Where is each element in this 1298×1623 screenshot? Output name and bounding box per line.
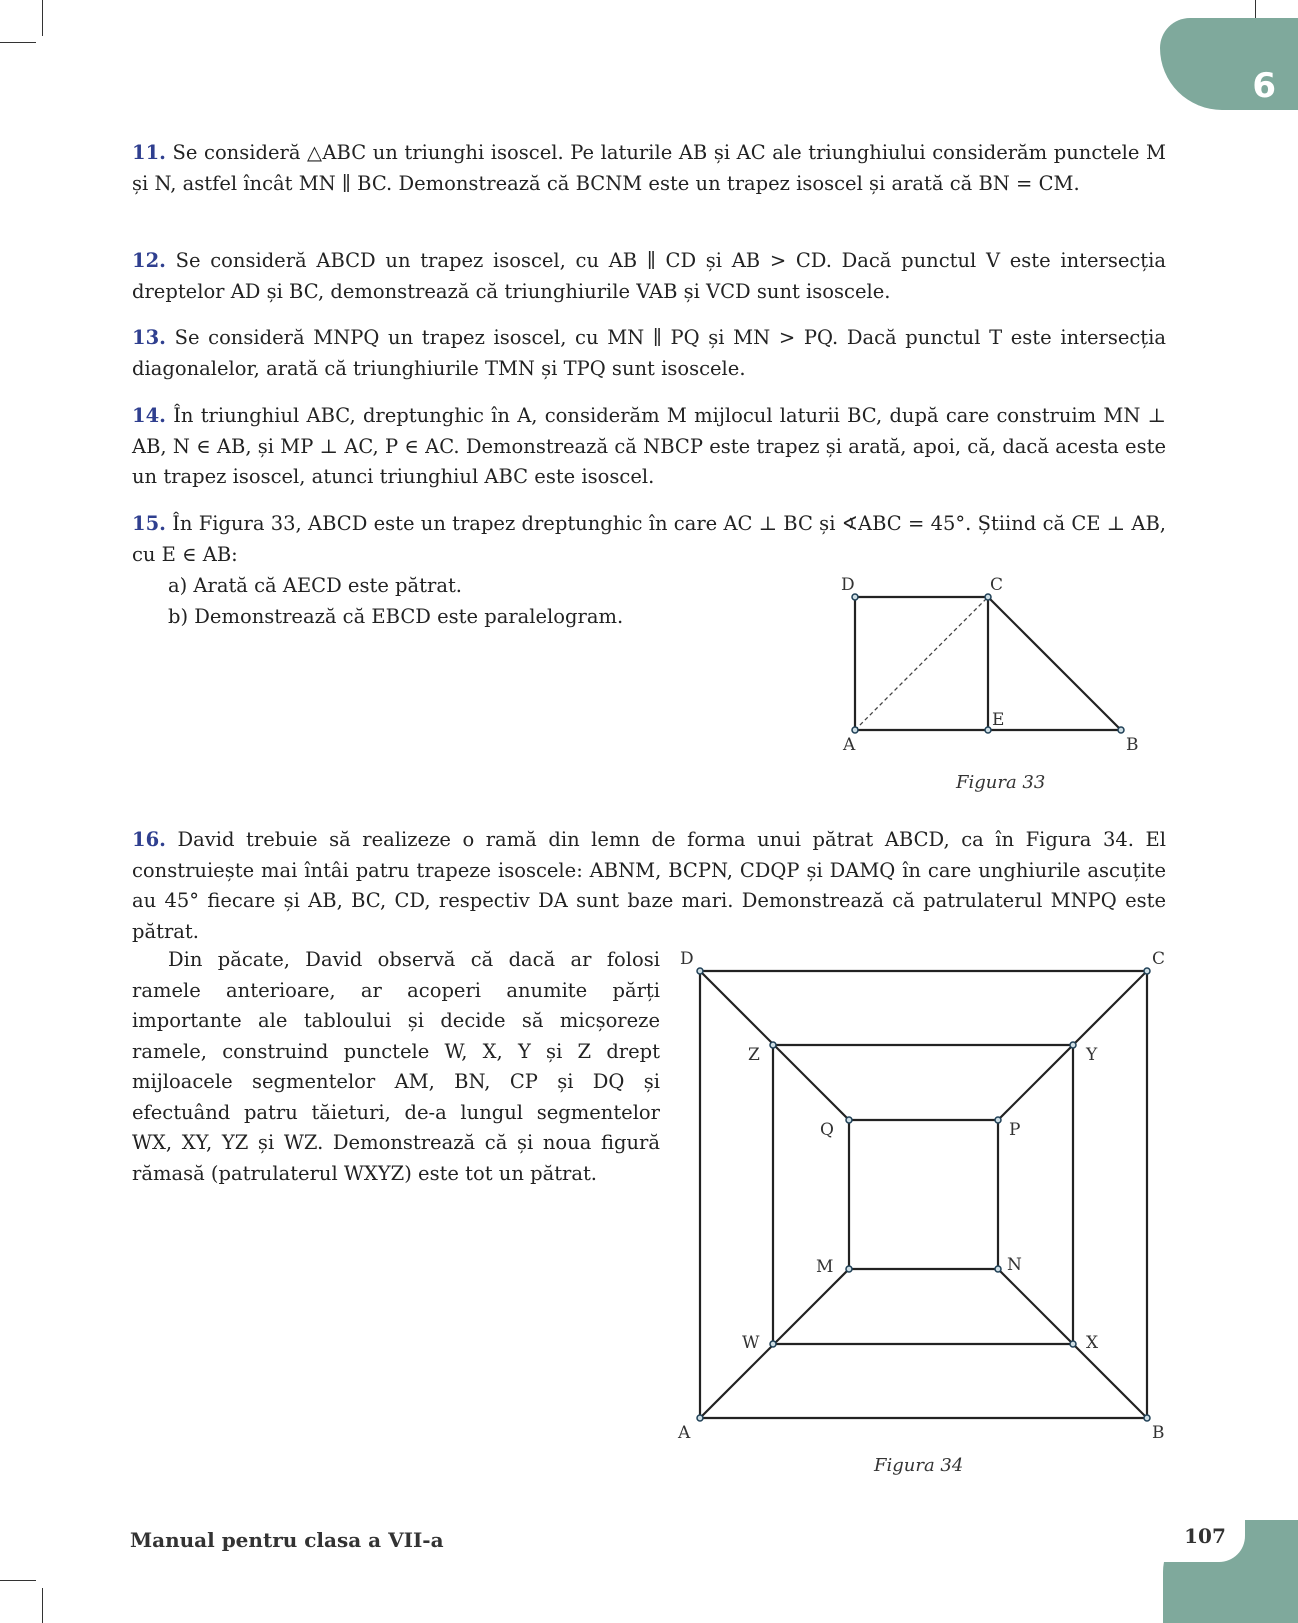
footer-title: Manual pentru clasa a VII-a xyxy=(130,1528,444,1552)
label-c: C xyxy=(990,575,1004,595)
exercise-number: 11. xyxy=(132,141,166,164)
label-y: Y xyxy=(1086,1045,1098,1065)
figure-34-caption: Figura 34 xyxy=(874,1455,964,1476)
label-a: A xyxy=(843,735,856,755)
exercise-number: 14. xyxy=(132,404,166,427)
exercise-number: 15. xyxy=(132,512,166,535)
figure-33-caption: Figura 33 xyxy=(956,772,1046,793)
label-b: B xyxy=(1152,1423,1165,1443)
page-number: 107 xyxy=(1184,1524,1226,1548)
label-x: X xyxy=(1086,1333,1099,1353)
label-z: Z xyxy=(748,1045,760,1065)
label-b: B xyxy=(1126,735,1139,755)
exercise-15-item-b: b) Demonstrează că EBCD este paralelogram. xyxy=(168,605,624,628)
exercise-text: Se consideră MNPQ un trapez isoscel, cu MN ∥ PQ și MN > PQ. Dacă punctul T este intersecția diagonalelor, arată că triunghiurile TMN și TPQ sunt isoscele. xyxy=(132,326,1166,380)
label-n: N xyxy=(1007,1255,1022,1275)
chapter-number: 6 xyxy=(1252,66,1276,106)
label-q: Q xyxy=(820,1120,834,1140)
label-w: W xyxy=(742,1333,760,1353)
label-d: D xyxy=(841,575,855,595)
exercise-text: Se consideră △ABC un triunghi isoscel. Pe laturile AB și AC ale triunghiului considerăm punctele M și N, astfel încât MN ∥ BC. Demonstrează că BCNM este un trapez isoscel și arată că BN = CM. xyxy=(132,141,1166,195)
exercise-text: Se consideră ABCD un trapez isoscel, cu AB ∥ CD și AB > CD. Dacă punctul V este intersecția dreptelor AD și BC, demonstrează că triunghiurile VAB și VCD sunt isoscele. xyxy=(132,249,1167,303)
label-e: E xyxy=(992,710,1005,730)
exercise-number: 16. xyxy=(132,828,166,851)
exercise-15-item-a: a) Arată că AECD este pătrat. xyxy=(168,574,462,597)
label-p: P xyxy=(1009,1120,1021,1140)
label-m: M xyxy=(816,1257,834,1277)
exercise-text: David trebuie să realizeze o ramă din lemn de forma unui pătrat ABCD, ca în Figura 34. El construiește mai întâi patru trapeze isoscele: ABNM, BCPN, CDQP și DAMQ în care unghiurile ascuțite au 45° fiecare și AB, BC, CD, respectiv DA sunt baze mari. Demonstrează că patrulaterul MNPQ este pătrat. xyxy=(132,828,1166,943)
label-a: A xyxy=(678,1423,691,1443)
label-d: D xyxy=(680,949,694,969)
exercise-number: 12. xyxy=(132,249,166,272)
exercise-text: În Figura 33, ABCD este un trapez dreptunghic în care AC ⊥ BC și ∢ABC = 45°. Știind că CE ⊥ AB, cu E ∈ AB: xyxy=(132,512,1166,566)
exercise-16-continuation: Din păcate, David observă că dacă ar folosi ramele anterioare, ar acoperi anumite părți importante ale tabloului și decide să micșoreze ramele, construind punctele W, X, Y și Z drept mijloacele segmentelor AM, BN, CP și DQ și efectuând patru tăieturi, de-a lungul segmentelor WX, XY, YZ și WZ. Demonstrează că și noua figură rămasă (patrulaterul WXYZ) este tot un pătrat. xyxy=(132,948,660,1185)
label-c: C xyxy=(1152,949,1166,969)
exercise-number: 13. xyxy=(132,326,166,349)
exercise-text: În triunghiul ABC, dreptunghic în A, considerăm M mijlocul laturii BC, după care construim MN ⊥ AB, N ∈ AB, și MP ⊥ AC, P ∈ AC. Demonstrează că NBCP este trapez și arată, apoi, că, dacă acesta este un trapez isoscel, atunci triunghiul ABC este isoscel. xyxy=(132,404,1167,488)
